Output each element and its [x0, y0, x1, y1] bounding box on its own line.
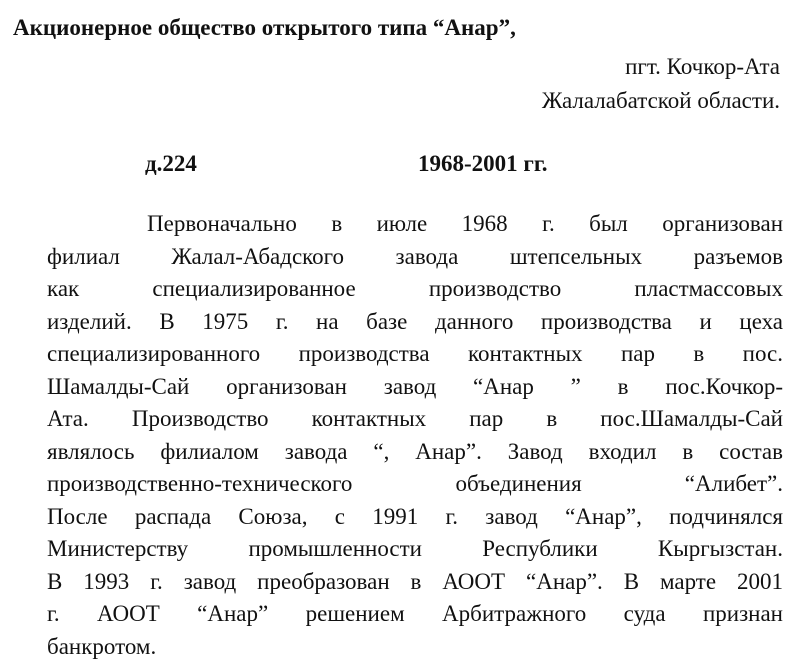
location-block	[542, 50, 780, 118]
paragraph-line: производственно-технического объединения “Алибет”.	[47, 471, 783, 496]
history-paragraph	[47, 208, 783, 663]
paragraph-line: Министерству промышленности Республики Кыргызстан.	[47, 536, 783, 561]
paragraph-line: как специализированное производство пластмассовых	[47, 276, 783, 301]
paragraph-line: являлось филиалом завода “, Анар”. Завод входил в состав	[47, 438, 783, 464]
paragraph-line: банкротом.	[47, 633, 157, 659]
paragraph-line: специализированного производства контактных пар в пос.	[47, 341, 783, 366]
date-range: 1968-2001 гг.	[418, 151, 548, 176]
paragraph-line: г. АООТ “Анар” решением Арбитражного суда признан	[47, 601, 783, 626]
paragraph-line: филиал Жалал-Абадского завода штепсельных разъемов	[47, 243, 783, 269]
paragraph-line: В 1993 г. завод преобразован в АООТ “Анар”. В марте 2001	[47, 568, 783, 594]
paragraph-line: Шамалды-Сай организован завод “Анар ” в пос.Кочкор-	[47, 373, 783, 399]
paragraph-line: После распада Союза, с 1991 г. завод “Анар”, подчинялся	[47, 503, 783, 529]
paragraph-line: Первоначально в июле 1968 г. был организован	[147, 211, 783, 236]
location-settlement: пгт. Кочкор-Ата	[625, 54, 780, 79]
paragraph-line: Ата. Производство контактных пар в пос.Шамалды-Сай	[47, 406, 783, 431]
organization-title: Акционерное общество открытого типа “Анар”,	[13, 15, 516, 40]
paragraph-line: изделий. В 1975 г. на базе данного производства и цеха	[47, 308, 783, 334]
case-number: д.224	[145, 151, 197, 176]
location-region: Жалалабатской области.	[541, 88, 780, 113]
